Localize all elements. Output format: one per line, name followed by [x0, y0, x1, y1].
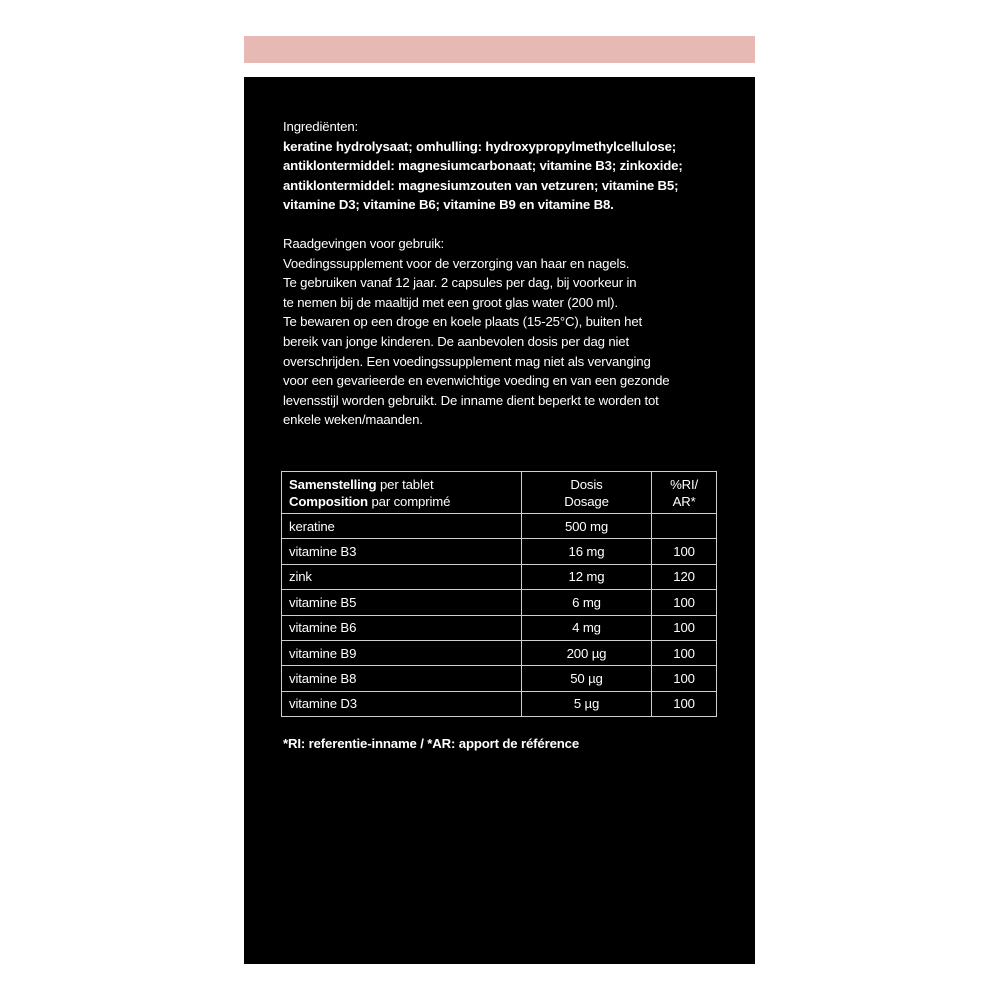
nutrient-ri: 100 [652, 539, 717, 564]
nutrient-ri: 100 [652, 640, 717, 665]
ingredients-list [283, 137, 719, 215]
nutrient-dose: 12 mg [521, 564, 651, 589]
table-row [282, 539, 717, 564]
nutrient-ri: 120 [652, 564, 717, 589]
pink-header-band [244, 36, 755, 63]
nutrient-dose: 4 mg [521, 615, 651, 640]
table-row [282, 640, 717, 665]
nutrient-dose: 5 µg [521, 691, 651, 716]
nutrient-name: zink [282, 564, 522, 589]
usage-line: voor een gevarieerde en evenwichtige voeding en van een gezonde [283, 373, 670, 389]
ingredients-line: keratine hydrolysaat; omhulling: hydroxypropylmethylcellulose; [283, 138, 677, 154]
label-text [283, 117, 719, 430]
usage-line: levensstijl worden gebruikt. De inname dient beperkt te worden tot [283, 392, 659, 408]
header-dose [521, 472, 651, 514]
header-composition [282, 472, 522, 514]
header-par-comprime: par comprimé [367, 493, 451, 509]
header-per-tablet: per tablet [376, 476, 434, 492]
usage-line: overschrijden. Een voedingssupplement mag niet als vervanging [283, 353, 651, 369]
nutrient-name: keratine [282, 514, 522, 539]
usage-section [283, 234, 719, 430]
nutrient-name: vitamine B6 [282, 615, 522, 640]
nutrient-name: vitamine B3 [282, 539, 522, 564]
header-dosis: Dosis [570, 476, 603, 492]
usage-text [283, 254, 719, 430]
nutrient-ri: 100 [652, 691, 717, 716]
header-composition-fr: Composition [289, 493, 368, 509]
ingredients-line: antiklontermiddel: magnesiumcarbonaat; vitamine B3; zinkoxide; [283, 158, 683, 174]
usage-heading: Raadgevingen voor gebruik: [283, 235, 445, 251]
table-row [282, 590, 717, 615]
nutrient-dose: 6 mg [521, 590, 651, 615]
nutrient-dose: 16 mg [521, 539, 651, 564]
usage-line: Te gebruiken vanaf 12 jaar. 2 capsules per dag, bij voorkeur in [283, 275, 637, 291]
table-row [282, 691, 717, 716]
table-row [282, 615, 717, 640]
nutrient-dose: 200 µg [521, 640, 651, 665]
reference-footnote: *RI: referentie-inname / *AR: apport de référence [283, 736, 580, 751]
usage-line: Te bewaren op een droge en koele plaats (15-25°C), buiten het [283, 314, 643, 330]
table-row [282, 564, 717, 589]
nutrient-name: vitamine B5 [282, 590, 522, 615]
usage-line: enkele weken/maanden. [283, 412, 423, 428]
usage-line: bereik van jonge kinderen. De aanbevolen dosis per dag niet [283, 333, 629, 349]
nutrient-ri: 100 [652, 590, 717, 615]
ingredients-section [283, 117, 719, 215]
nutrient-ri: 100 [652, 666, 717, 691]
nutrient-dose: 50 µg [521, 666, 651, 691]
header-ri [652, 472, 717, 514]
table-row [282, 666, 717, 691]
table-row [282, 514, 717, 539]
nutrient-name: vitamine B9 [282, 640, 522, 665]
nutrient-ri: 100 [652, 615, 717, 640]
label-panel [244, 77, 755, 964]
ingredients-heading: Ingrediënten: [283, 119, 359, 134]
usage-line: te nemen bij de maaltijd met een groot glas water (200 ml). [283, 294, 618, 310]
nutrient-dose: 500 mg [521, 514, 651, 539]
header-dosage: Dosage [564, 493, 609, 509]
composition-table [281, 471, 717, 717]
nutrient-name: vitamine B8 [282, 666, 522, 691]
usage-line: Voedingssupplement voor de verzorging van haar en nagels. [283, 255, 630, 271]
nutrient-ri [652, 514, 717, 539]
header-ri-line2: AR* [672, 493, 696, 509]
header-samenstelling: Samenstelling [289, 476, 377, 492]
composition-table-header [282, 472, 717, 514]
ingredients-line: antiklontermiddel: magnesiumzouten van vetzuren; vitamine B5; [283, 177, 679, 193]
ingredients-line: vitamine D3; vitamine B6; vitamine B9 en vitamine B8. [283, 197, 614, 213]
nutrient-name: vitamine D3 [282, 691, 522, 716]
header-ri-line1: %RI/ [670, 476, 699, 492]
